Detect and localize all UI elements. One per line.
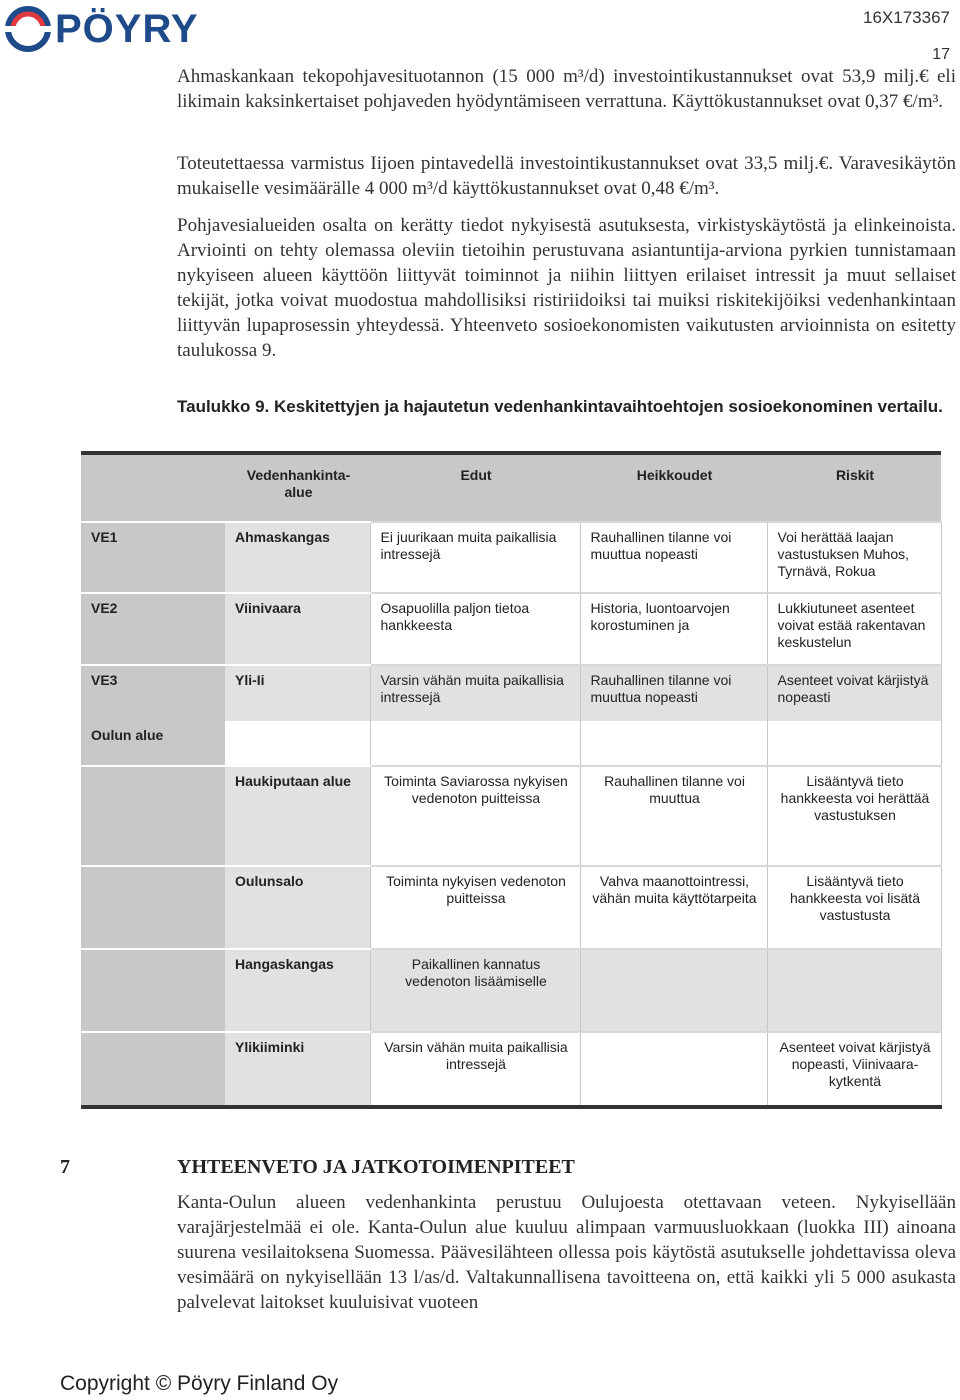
- advantages-cell: Osapuolilla paljon tietoa hankkeesta: [370, 593, 580, 665]
- table-row: [81, 665, 941, 721]
- risks-cell: Lisääntyvä tieto hankkeesta voi herättää vastustuksen: [767, 766, 941, 866]
- company-logo: [5, 6, 199, 52]
- weaknesses-cell: [580, 949, 767, 1032]
- advantages-cell: Paikallinen kannatus vedenoton lisäämiselle: [370, 949, 580, 1032]
- weaknesses-cell: Rauhallinen tilanne voi muuttua: [580, 766, 767, 866]
- area-name: Ahmaskangas: [225, 522, 370, 593]
- weaknesses-cell: [580, 1032, 767, 1107]
- risks-cell: Asenteet voivat kärjistyä nopeasti: [767, 665, 941, 721]
- advantages-cell: Toiminta nykyisen vedenoton puitteissa: [370, 866, 580, 949]
- document-id: 16X173367: [863, 8, 950, 27]
- table-row: [81, 1032, 941, 1107]
- advantages-cell: Varsin vähän muita paikallisia intressejä: [370, 665, 580, 721]
- table-header-cell: Heikkoudet: [580, 453, 767, 522]
- table-row: [81, 721, 941, 766]
- area-name: Yli-Ii: [225, 665, 370, 721]
- table-caption: Taulukko 9. Keskitettyjen ja hajautetun vedenhankintavaihtoehtojen sosioekonominen vertailu.: [177, 397, 943, 416]
- table-row: [81, 866, 941, 949]
- advantages-cell: [370, 721, 580, 766]
- paragraph-groundwater-areas: Pohjavesialueiden osalta on kerätty tiedot nykyisestä asutuksesta, virkistyskäytöstä ja elinkeinoista. Arviointi on tehty olemassa oleviin tietoihin perustuvana asiantuntija-arviona pyrkien tunnistamaan nykyiseen alueen käyttöön liittyvät toiminnot ja niihin liittyen erilaiset intressit ja muut sellaiset tekijät, jotka voivat muodostua mahdollisiksi ristiriidoiksi tai muiksi riskitekijöiksi vedenhankintaan liittyvän lupaprosessin yhteydessä. Yhteenveto sosioekonomisten vaikutusten arvioinnista on esitetty taulukossa 9.: [177, 215, 956, 361]
- weaknesses-cell: Historia, luontoarvojen korostuminen ja: [580, 593, 767, 665]
- socioeconomic-comparison-table: [81, 451, 942, 1109]
- option-code: VE1: [81, 522, 225, 593]
- section-number: 7: [60, 1156, 70, 1178]
- option-code: VE3: [81, 665, 225, 721]
- area-name: Hangaskangas: [225, 949, 370, 1032]
- weaknesses-cell: Rauhallinen tilanne voi muuttua nopeasti: [580, 522, 767, 593]
- risks-cell: [767, 949, 941, 1032]
- risks-cell: Lukkiutuneet asenteet voivat estää rakentavan keskustelun: [767, 593, 941, 665]
- table-row: [81, 949, 941, 1032]
- logo-text: PÖYRY: [55, 7, 199, 51]
- table-row: [81, 593, 941, 665]
- paragraph-investment-costs: Ahmaskankaan tekopohjavesituotannon (15 000 m³/d) investointikustannukset ovat 53,9 milj.€ eli likimain kaksinkertaiset pohjaveden hyödyntämiseen verrattuna. Käyttökustannukset ovat 0,37 €/m³.: [177, 66, 956, 112]
- table-header-row: [81, 453, 941, 522]
- weaknesses-cell: [580, 721, 767, 766]
- copyright-footer: Copyright © Pöyry Finland Oy: [60, 1372, 339, 1395]
- page-number: 17: [932, 46, 950, 63]
- poyry-logo-icon: [5, 6, 51, 52]
- option-code: [81, 1032, 225, 1107]
- risks-cell: Voi herättää laajan vastustuksen Muhos, Tyrnävä, Rokua: [767, 522, 941, 593]
- option-code: [81, 866, 225, 949]
- option-code: VE2: [81, 593, 225, 665]
- paragraph-backup-costs: Toteutettaessa varmistus Iijoen pintavedellä investointikustannukset ovat 33,5 milj.€. Varavesikäytön mukaiselle vesimäärälle 4 000 m³/d käyttökustannukset ovat 0,48 €/m³.: [177, 153, 956, 199]
- risks-cell: [767, 721, 941, 766]
- weaknesses-cell: Rauhallinen tilanne voi muuttua nopeasti: [580, 665, 767, 721]
- option-code: Oulun alue: [81, 721, 225, 766]
- weaknesses-cell: Vahva maanottointressi, vähän muita käyttötarpeita: [580, 866, 767, 949]
- table-header-cell: Edut: [370, 453, 580, 522]
- option-code: [81, 949, 225, 1032]
- advantages-cell: Ei juurikaan muita paikallisia intressejä: [370, 522, 580, 593]
- table-header-cell: Riskit: [767, 453, 941, 522]
- table-row: [81, 522, 941, 593]
- paragraph-summary: Kanta-Oulun alueen vedenhankinta perustuu Oulujoesta otettavaan veteen. Nykyisellään varajärjestelmää ei ole. Kanta-Oulun alue kuuluu alimpaan varmuusluokkaan (luokka III) ainoana suurena vesilaitoksena Suomessa. Päävesilähteen ollessa pois käytöstä asutukselle johdettavissa oleva vesimäärä on nykyisellään 13 l/as/d. Valtakunnallisena tavoitteena on, että kaikki yli 5 000 asukasta palvelevat laitokset kuuluisivat vuoteen: [177, 1192, 956, 1313]
- table-header-cell: Vedenhankinta-alue: [225, 453, 370, 522]
- advantages-cell: Toiminta Saviarossa nykyisen vedenoton puitteissa: [370, 766, 580, 866]
- area-name: Viinivaara: [225, 593, 370, 665]
- area-name: Haukiputaan alue: [225, 766, 370, 866]
- section-title: YHTEENVETO JA JATKOTOIMENPITEET: [177, 1156, 575, 1178]
- area-name: Ylikiiminki: [225, 1032, 370, 1107]
- advantages-cell: Varsin vähän muita paikallisia intressejä: [370, 1032, 580, 1107]
- risks-cell: Asenteet voivat kärjistyä nopeasti, Viinivaara-kytkentä: [767, 1032, 941, 1107]
- table-row: [81, 766, 941, 866]
- table-header-cell: [81, 453, 225, 522]
- option-code: [81, 766, 225, 866]
- risks-cell: Lisääntyvä tieto hankkeesta voi lisätä vastustusta: [767, 866, 941, 949]
- area-name: Oulunsalo: [225, 866, 370, 949]
- area-name: [225, 721, 370, 766]
